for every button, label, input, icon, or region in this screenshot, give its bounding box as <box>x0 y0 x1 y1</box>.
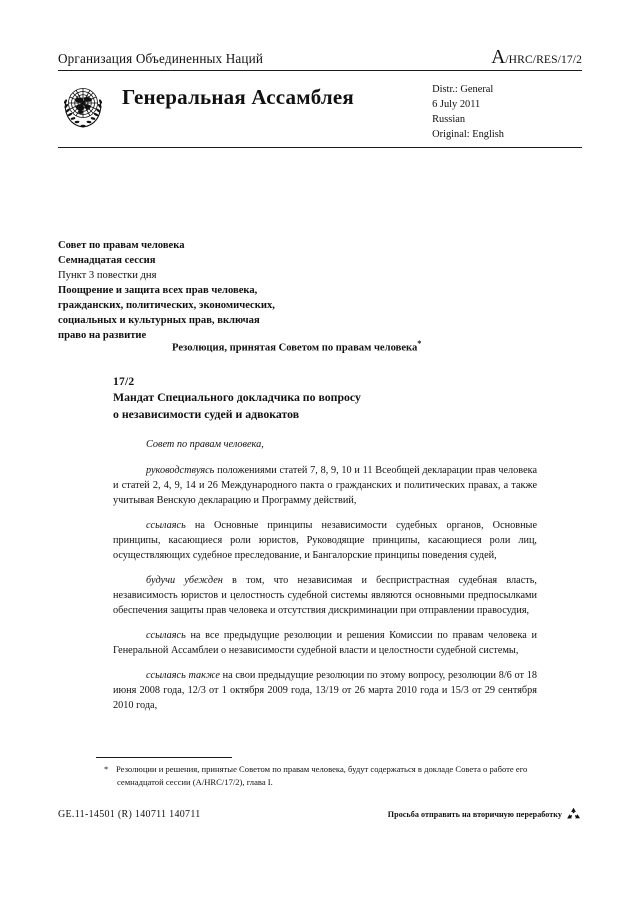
footnote-separator <box>96 757 232 758</box>
paragraph-text: положениями статей 7, 8, 9, 10 и 11 Всеобщей декларации прав человека и статей 2, 4, 9, 14 и 26 Международного пакта о гражданских и политических правах, а также учитывая Венскую декларацию и Программу действий, <box>113 465 537 507</box>
preambular-paragraph <box>113 463 537 508</box>
organ-line: Совет по правам человека, <box>146 439 264 450</box>
organization-name: Организация Объединенных Наций <box>58 51 264 66</box>
resolution-title-block <box>113 375 533 423</box>
document-symbol-rest: /HRC/RES/17/2 <box>505 53 582 66</box>
distr-line-original: Original: English <box>432 128 504 140</box>
agenda-title-line-1: Поощрение и защита всех прав человека, <box>58 285 258 297</box>
resolution-body <box>113 437 537 723</box>
preambular-paragraph <box>113 518 537 563</box>
page-footer <box>58 806 582 823</box>
footnote-text: Резолюции и решения, принятые Советом по правам человека, будут содержаться в докладе Совета о работе его семнадцатой сессии (A/HRC/17/2), глава I. <box>116 764 528 788</box>
preambular-paragraph <box>113 628 537 658</box>
masthead-top-rule <box>58 70 582 71</box>
agenda-title-line-3: социальных и культурных прав, включая <box>58 315 260 327</box>
paragraph-text: в том, что независимая и беспристрастная судебная власть, независимость юристов и целостность судебной системы являются основными предпосылками обеспечения защиты прав человека и отсутствия дискриминации при отправлении правосудия, <box>113 575 537 617</box>
masthead-bottom-row <box>58 79 582 141</box>
document-symbol <box>491 48 582 68</box>
council-name: Совет по правам человека <box>58 240 185 251</box>
paragraph-text: на Основные принципы независимости судебных органов, Основные принципы, касающиеся роли юристов, Руководящие принципы, касающиеся роли лиц, осуществляющих судебное преследование, и Бангалорские принципы поведения судей, <box>113 520 537 562</box>
adopted-footnote-marker: * <box>417 339 422 348</box>
document-symbol-prefix: A <box>491 47 506 68</box>
un-emblem <box>58 81 108 131</box>
paragraph-lead-in: ссылаясь <box>146 630 186 642</box>
resolution-heading <box>113 389 533 423</box>
distr-line-date: 6 July 2011 <box>432 98 481 110</box>
recycle-notice <box>388 806 582 823</box>
masthead-bottom-rule <box>58 147 582 148</box>
masthead-top-row <box>58 48 582 68</box>
session-block <box>58 238 388 343</box>
resolution-heading-line-1: Мандат Специального докладчика по вопросу <box>113 390 361 404</box>
session-number: Семнадцатая сессия <box>58 255 156 267</box>
ge-number: GE.11-14501 (R) 140711 140711 <box>58 809 201 820</box>
agenda-item: Пункт 3 повестки дня <box>58 270 157 282</box>
resolution-number: 17/2 <box>113 375 135 388</box>
paragraph-lead-in: ссылаясь также <box>146 669 220 681</box>
body-title: Генеральная Ассамблея <box>122 85 354 109</box>
preambular-paragraph <box>113 573 537 618</box>
recycle-text: Просьба отправить на вторичную переработку <box>387 810 562 819</box>
preambular-paragraph <box>113 668 537 713</box>
distr-line-distribution: Distr.: General <box>432 84 494 95</box>
paragraph-text: на свои предыдущие резолюции по этому вопросу, резолюции 8/6 от 18 июня 2008 года, 12/3 от 1 октября 2009 года, 13/19 от 26 марта 2010 года и 15/3 от 29 сентября 2010 года, <box>113 669 537 712</box>
agenda-title-line-4: право на развитие <box>58 330 147 342</box>
paragraph-lead-in: будучи убежден <box>146 575 223 587</box>
adopted-by-text: Резолюция, принятая Советом по правам человека <box>172 342 418 354</box>
footnote-block <box>96 763 536 790</box>
distr-line-language: Russian <box>432 113 466 125</box>
paragraph-text: на все предыдущие резолюции и решения Комиссии по правам человека и Генеральной Ассамблеи о независимости судебной власти и целостности судебной системы, <box>113 630 537 657</box>
recycling-icon <box>565 806 582 823</box>
resolution-heading-line-2: о независимости судей и адвокатов <box>113 406 300 421</box>
footnote-marker: * <box>104 764 109 774</box>
document-masthead <box>58 48 582 148</box>
agenda-title-line-2: гражданских, политических, экономических, <box>58 300 275 312</box>
adopted-by-line <box>172 339 421 354</box>
paragraph-lead-in: руководствуясь <box>146 465 215 477</box>
distribution-block <box>432 79 582 143</box>
paragraph-lead-in: ссылаясь <box>146 520 186 532</box>
